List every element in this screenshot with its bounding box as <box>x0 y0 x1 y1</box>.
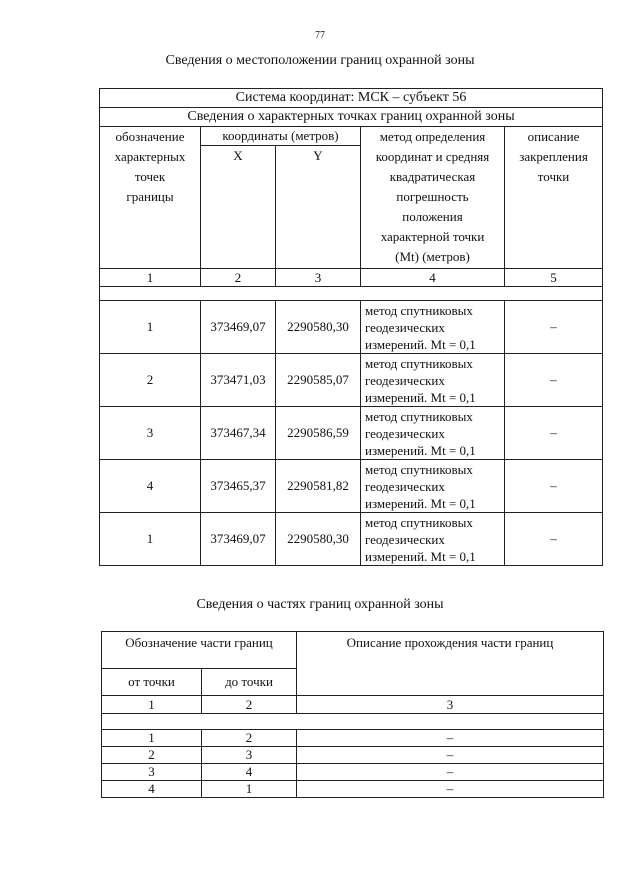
method-line: измерений. Mt = 0,1 <box>365 548 476 564</box>
column-number: 2 <box>202 696 297 714</box>
table-row <box>102 781 604 798</box>
method-line: геодезических <box>365 425 445 441</box>
coordinate-system-row <box>100 89 603 108</box>
spacer-row <box>100 287 603 301</box>
header-designation <box>100 127 201 269</box>
coord-x: 373471,03 <box>201 354 276 407</box>
header-method-line: квадратическая <box>389 169 476 184</box>
header-part: Обозначение части границ <box>102 632 297 669</box>
method <box>361 513 505 566</box>
coord-y: 2290585,07 <box>276 354 361 407</box>
from-point: 1 <box>102 730 202 747</box>
page-number: 77 <box>315 30 325 41</box>
table-row <box>102 747 604 764</box>
table-row <box>102 764 604 781</box>
header-coords: координаты (метров) <box>201 127 361 146</box>
method-line: измерений. Mt = 0,1 <box>365 389 476 405</box>
point-description: – <box>505 301 603 354</box>
method-line: измерений. Mt = 0,1 <box>365 495 476 511</box>
points-table <box>99 88 603 566</box>
parts-table <box>101 631 604 798</box>
table-subtitle-row <box>100 108 603 127</box>
point-description: – <box>505 354 603 407</box>
header-to-point: до точки <box>202 669 297 696</box>
to-point: 3 <box>202 747 297 764</box>
point-id: 4 <box>100 460 201 513</box>
point-id: 1 <box>100 513 201 566</box>
method-line: геодезических <box>365 319 445 335</box>
method-line: метод спутниковых <box>365 461 473 477</box>
method-line: геодезических <box>365 478 445 494</box>
method-line: метод спутниковых <box>365 355 473 371</box>
column-numbers-row <box>100 269 603 287</box>
point-id: 2 <box>100 354 201 407</box>
column-number: 1 <box>102 696 202 714</box>
spacer-row <box>102 714 604 730</box>
passage-description: – <box>297 781 604 798</box>
method-line: измерений. Mt = 0,1 <box>365 442 476 458</box>
coordinate-system: Система координат: МСК – субъект 56 <box>100 89 603 108</box>
parts-section-title: Сведения о частях границ охранной зоны <box>196 597 444 612</box>
column-number: 3 <box>297 696 604 714</box>
coord-x: 373469,07 <box>201 513 276 566</box>
method <box>361 301 505 354</box>
table-row <box>102 730 604 747</box>
method-line: метод спутниковых <box>365 302 473 318</box>
header-method-line: (Mt) (метров) <box>395 249 470 264</box>
table-row <box>100 460 603 513</box>
point-description: – <box>505 513 603 566</box>
column-number: 1 <box>100 269 201 287</box>
point-id: 1 <box>100 301 201 354</box>
coord-x: 373467,34 <box>201 407 276 460</box>
header-method-line: метод определения <box>379 129 486 144</box>
passage-description: – <box>297 747 604 764</box>
method <box>361 354 505 407</box>
header-description-line: точки <box>537 169 570 184</box>
header-y: Y <box>276 146 361 269</box>
method-line: геодезических <box>365 531 445 547</box>
header-method-line: характерной точки <box>380 229 485 244</box>
column-number: 3 <box>276 269 361 287</box>
method <box>361 407 505 460</box>
header-designation-line: обозначение <box>115 129 185 144</box>
parts-column-numbers-row <box>102 696 604 714</box>
method-line: измерений. Mt = 0,1 <box>365 336 476 352</box>
table-row <box>100 513 603 566</box>
table-row <box>100 301 603 354</box>
point-description: – <box>505 407 603 460</box>
header-designation-line: точек <box>134 169 166 184</box>
method-line: геодезических <box>365 372 445 388</box>
coord-x: 373469,07 <box>201 301 276 354</box>
coord-y: 2290581,82 <box>276 460 361 513</box>
header-designation-line: границы <box>126 189 174 204</box>
header-row-top <box>100 127 603 146</box>
coord-y: 2290580,30 <box>276 513 361 566</box>
header-passage-description: Описание прохождения части границ <box>297 632 604 696</box>
from-point: 4 <box>102 781 202 798</box>
passage-description: – <box>297 730 604 747</box>
header-description-line: описание <box>527 129 580 144</box>
header-description-line: закрепления <box>519 149 588 164</box>
point-description: – <box>505 460 603 513</box>
column-number: 2 <box>201 269 276 287</box>
point-id: 3 <box>100 407 201 460</box>
header-description <box>505 127 603 269</box>
header-from-point: от точки <box>102 669 202 696</box>
to-point: 1 <box>202 781 297 798</box>
coord-y: 2290580,30 <box>276 301 361 354</box>
header-method-line: координат и средняя <box>375 149 490 164</box>
method-line: метод спутниковых <box>365 514 473 530</box>
column-number: 5 <box>505 269 603 287</box>
column-number: 4 <box>361 269 505 287</box>
spacer-cell <box>102 714 604 730</box>
passage-description: – <box>297 764 604 781</box>
coord-x: 373465,37 <box>201 460 276 513</box>
header-method-line: погрешность <box>396 189 469 204</box>
parts-header-row <box>102 632 604 669</box>
header-method-line: положения <box>402 209 463 224</box>
to-point: 2 <box>202 730 297 747</box>
spacer-cell <box>100 287 603 301</box>
table-row <box>100 407 603 460</box>
to-point: 4 <box>202 764 297 781</box>
method <box>361 460 505 513</box>
header-x: X <box>201 146 276 269</box>
from-point: 2 <box>102 747 202 764</box>
header-method <box>361 127 505 269</box>
from-point: 3 <box>102 764 202 781</box>
coord-y: 2290586,59 <box>276 407 361 460</box>
table-subtitle: Сведения о характерных точках границ охранной зоны <box>100 108 603 127</box>
points-section-title: Сведения о местоположении границ охранной зоны <box>165 53 475 68</box>
header-designation-line: характерных <box>114 149 186 164</box>
method-line: метод спутниковых <box>365 408 473 424</box>
table-row <box>100 354 603 407</box>
